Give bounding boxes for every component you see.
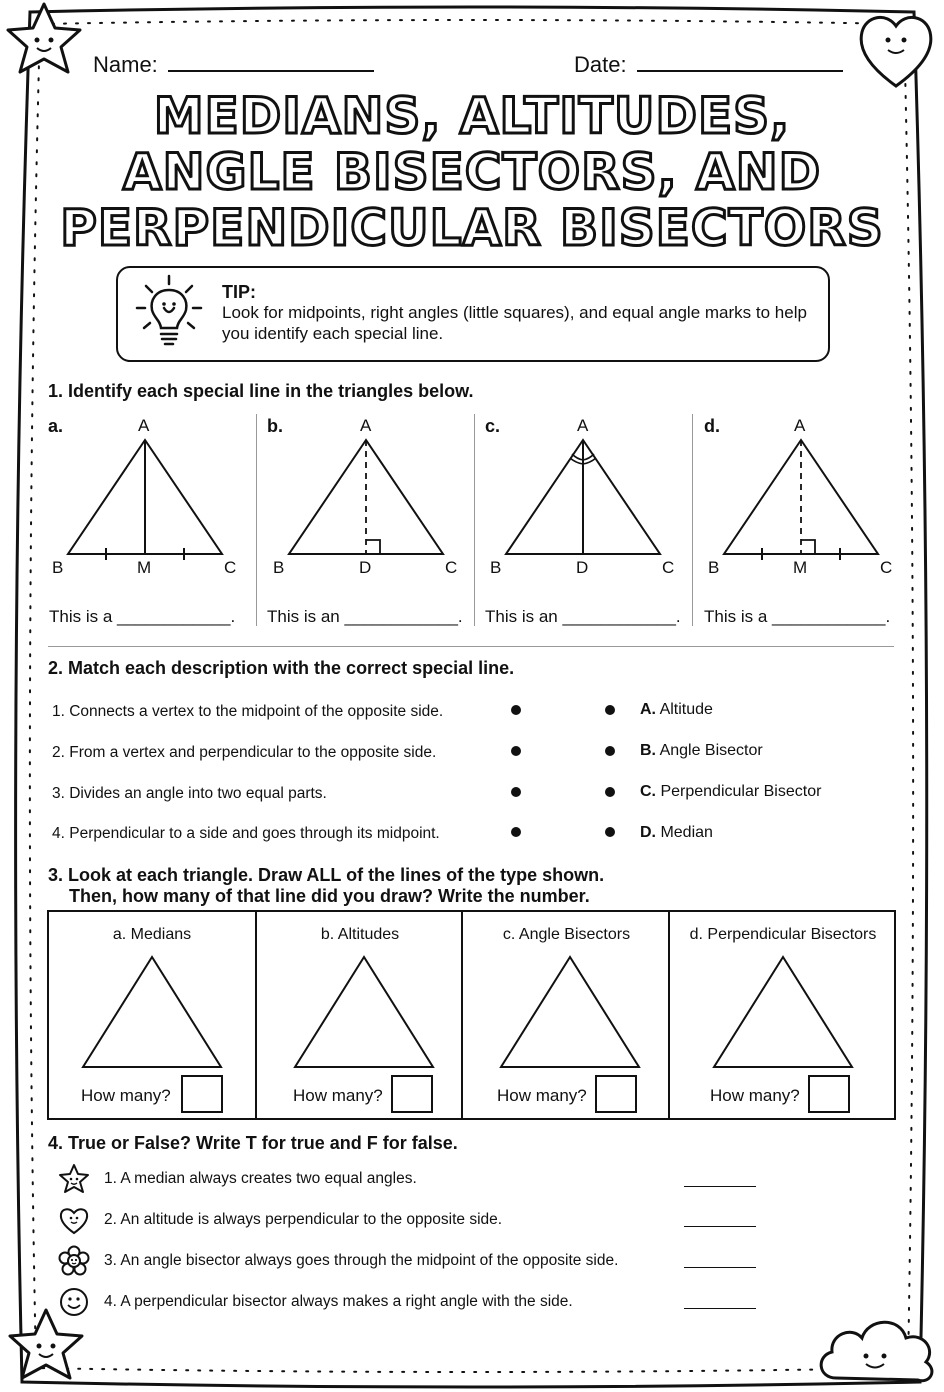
item-a-answer[interactable]: This is a ____________. [49, 607, 236, 626]
section1-heading: 1. Identify each special line in the triangles below. [48, 381, 474, 401]
item-c-answer[interactable]: This is an ____________. [485, 607, 681, 626]
date-field[interactable] [637, 46, 843, 72]
item-d-vertex-mid: M [793, 558, 808, 577]
match-description-3: 3. Divides an angle into two equal parts. [52, 785, 327, 802]
item-b-vertex-right: C [445, 558, 458, 577]
cloud-corner-bottom-right-icon [821, 1322, 932, 1380]
section2-heading: 2. Match each description with the correct special line. [48, 658, 515, 678]
tf-answer-line-2[interactable] [684, 1226, 756, 1227]
heart-icon [58, 1204, 90, 1236]
item-b-letter: b. [267, 416, 283, 436]
triangle-b-altitude [281, 436, 451, 562]
item-d-answer[interactable]: This is a ____________. [704, 607, 891, 626]
draw-cell-altitudes-prompt: How many? [293, 1086, 383, 1105]
draw-triangle-medians[interactable] [79, 954, 225, 1070]
draw-triangle-altitudes[interactable] [291, 954, 437, 1070]
draw-cell-perpendicular-bisectors-title: d. Perpendicular Bisectors [689, 926, 877, 943]
match-dot-right-b[interactable] [605, 746, 615, 756]
match-dot-right-a[interactable] [605, 705, 615, 715]
date-label: Date: [574, 52, 627, 77]
draw-cell-altitudes [255, 912, 463, 1118]
item-d-vertex-right: C [880, 558, 893, 577]
match-dot-right-d[interactable] [605, 827, 615, 837]
item-a-letter: a. [48, 416, 64, 436]
match-description-1: 1. Connects a vertex to the midpoint of the opposite side. [52, 703, 444, 720]
match-answer-b [640, 742, 763, 760]
draw-cell-altitudes-title: b. Altitudes [320, 926, 400, 943]
match-description-4: 4. Perpendicular to a side and goes through its midpoint. [52, 825, 440, 842]
match-answer-a-name: Altitude [659, 701, 713, 718]
item-c-letter: c. [485, 416, 501, 436]
item-c-vertex-right: C [662, 558, 675, 577]
tf-answer-line-3[interactable] [684, 1267, 756, 1268]
draw-cell-angle-bisectors-title: c. Angle Bisectors [502, 926, 631, 943]
tf-answer-line-4[interactable] [684, 1308, 756, 1309]
match-answer-c-letter: C. [640, 783, 656, 800]
draw-cell-perpendicular-bisectors-prompt: How many? [710, 1086, 800, 1105]
draw-cell-angle-bisectors-count-box[interactable] [595, 1075, 637, 1113]
item-b-vertex-top: A [360, 416, 372, 435]
match-answer-d-letter: D. [640, 824, 656, 841]
match-answer-b-letter: B. [640, 742, 656, 759]
draw-cell-perpendicular-bisectors-count-box[interactable] [808, 1075, 850, 1113]
draw-cell-altitudes-count-box[interactable] [391, 1075, 433, 1113]
match-answer-c [640, 783, 821, 801]
match-answer-d-name: Median [660, 824, 713, 841]
item-c-vertex-left: B [490, 558, 502, 577]
title-line-3: PERPENDICULAR BISECTORS [60, 199, 884, 257]
match-answer-a-letter: A. [640, 701, 656, 718]
tf-statement-4: 4. A perpendicular bisector always makes a right angle with the side. [104, 1293, 573, 1310]
draw-triangle-perpendicular-bisectors[interactable] [710, 954, 856, 1070]
section3-heading-line1: 3. Look at each triangle. Draw ALL of the lines of the type shown. [48, 865, 605, 885]
match-description-2: 2. From a vertex and perpendicular to the opposite side. [52, 744, 437, 761]
match-dot-left-1[interactable] [511, 705, 521, 715]
item-a-vertex-right: C [224, 558, 237, 577]
item-a-vertex-left: B [52, 558, 64, 577]
draw-cell-medians [49, 912, 255, 1118]
heart-corner-top-right-icon [861, 17, 931, 86]
section3-heading-line2: Then, how many of that line did you draw? Write the number. [69, 886, 590, 906]
item-d-vertex-top: A [794, 416, 806, 435]
tf-statement-3: 3. An angle bisector always goes through the midpoint of the opposite side. [104, 1252, 619, 1269]
item-a-vertex-mid: M [137, 558, 152, 577]
item-d-vertex-left: B [708, 558, 720, 577]
item-b-vertex-left: B [273, 558, 285, 577]
name-row [93, 46, 374, 78]
section-divider [48, 646, 894, 647]
item-a-vertex-top: A [138, 416, 150, 435]
tf-answer-line-1[interactable] [684, 1186, 756, 1187]
star-corner-top-left-icon [8, 4, 80, 72]
divider-3 [692, 414, 693, 626]
title-line-1: MEDIANS, ALTITUDES, [153, 87, 791, 145]
tip-heading: TIP: [222, 282, 256, 302]
match-dot-right-c[interactable] [605, 787, 615, 797]
flower-icon [58, 1245, 90, 1277]
item-d-letter: d. [704, 416, 720, 436]
draw-cell-angle-bisectors [461, 912, 670, 1118]
tf-statement-1: 1. A median always creates two equal angles. [104, 1170, 417, 1187]
worksheet-title [60, 88, 884, 256]
draw-cell-perpendicular-bisectors [668, 912, 896, 1118]
item-b-answer[interactable]: This is an ____________. [267, 607, 463, 626]
divider-1 [256, 414, 257, 626]
draw-cell-medians-prompt: How many? [81, 1086, 171, 1105]
triangle-c-angle-bisector [498, 436, 668, 562]
match-dot-left-4[interactable] [511, 827, 521, 837]
match-answer-b-name: Angle Bisector [659, 742, 763, 759]
name-label: Name: [93, 52, 158, 77]
match-answer-a [640, 701, 713, 719]
match-dot-left-2[interactable] [511, 746, 521, 756]
triangle-d-perpendicular-bisector [716, 436, 886, 562]
title-line-2: ANGLE BISECTORS, AND [122, 143, 822, 201]
item-b-vertex-mid: D [359, 558, 372, 577]
name-field[interactable] [168, 46, 374, 72]
divider-2 [474, 414, 475, 626]
match-dot-left-3[interactable] [511, 787, 521, 797]
draw-lines-table [47, 910, 896, 1120]
date-row [574, 46, 843, 78]
triangle-a-median [60, 436, 230, 562]
lightbulb-icon [134, 272, 204, 352]
item-c-vertex-top: A [577, 416, 589, 435]
star-icon [58, 1163, 90, 1195]
item-c-vertex-mid: D [576, 558, 589, 577]
draw-triangle-angle-bisectors[interactable] [497, 954, 643, 1070]
draw-cell-angle-bisectors-prompt: How many? [497, 1086, 587, 1105]
draw-cell-medians-count-box[interactable] [181, 1075, 223, 1113]
tf-statement-2: 2. An altitude is always perpendicular to the opposite side. [104, 1211, 503, 1228]
match-answer-c-name: Perpendicular Bisector [660, 783, 822, 800]
draw-cell-medians-title: a. Medians [112, 926, 192, 943]
section4-heading: 4. True or False? Write T for true and F for false. [48, 1133, 458, 1153]
match-answer-d [640, 824, 713, 842]
smiley-icon [58, 1286, 90, 1318]
tip-text: Look for midpoints, right angles (little squares), and equal angle marks to help you identify each special line. [222, 303, 807, 343]
